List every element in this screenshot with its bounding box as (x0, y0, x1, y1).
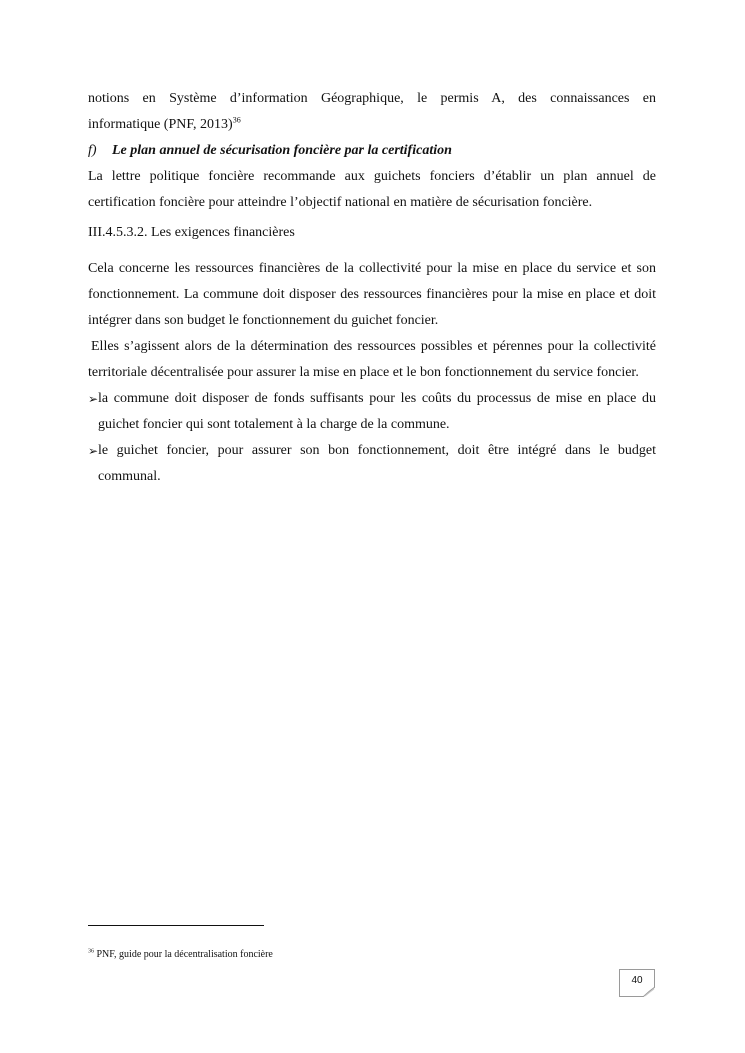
paragraph-ressources: Cela concerne les ressources financières de la collectivité pour la mise en place du service et son fonctionnement. La commune doit disposer des ressources financières pour la mise en place et doit intégrer dans son budget le fonctionnement du guichet foncier. (88, 261, 656, 328)
bullet-item-1 (88, 386, 656, 438)
bullet-text: le guichet foncier, pour assurer son bon fonctionnement, doit être intégré dans le budget communal. (98, 443, 656, 484)
heading-text: Le plan annuel de sécurisation foncière par la certification (112, 143, 452, 158)
paragraph-text: informatique (PNF, 2013) (88, 117, 233, 132)
heading-marker: f) (88, 143, 97, 158)
page-number-box (619, 969, 655, 997)
footnote-reference: 36 (232, 115, 241, 125)
paragraph-continuation-end (88, 112, 656, 138)
footnote-number: 36 (88, 948, 94, 955)
footnote (88, 949, 273, 961)
arrow-bullet-icon: ➢ (88, 392, 99, 406)
document-body (88, 86, 656, 490)
footnote-text: PNF, guide pour la décentralisation foncière (96, 949, 273, 960)
paragraph-continuation (88, 86, 656, 112)
page-number: 40 (631, 975, 643, 986)
page-curl-icon (643, 987, 655, 997)
arrow-bullet-icon: ➢ (88, 444, 99, 458)
section-heading (88, 138, 656, 164)
paragraph-text: notions en Système d’information Géographique, le permis A, des connaissances en (88, 91, 656, 106)
paragraph-determination: Elles s’agissent alors de la détermination des ressources possibles et pérennes pour la collectivité territoriale décentralisée pour assurer la mise en place et le bon fonctionnement du service foncier. (88, 339, 656, 380)
bullet-text: la commune doit disposer de fonds suffisants pour les coûts du processus de mise en place du guichet foncier qui sont totalement à la charge de la commune. (98, 391, 656, 432)
footnote-separator (88, 925, 264, 926)
bullet-item-2 (88, 438, 656, 490)
paragraph-certification: La lettre politique foncière recommande aux guichets fonciers d’établir un plan annuel de certification foncière pour atteindre l’objectif national en matière de sécurisation foncière. (88, 169, 656, 210)
subsection-heading: III.4.5.3.2. Les exigences financières (88, 225, 295, 240)
